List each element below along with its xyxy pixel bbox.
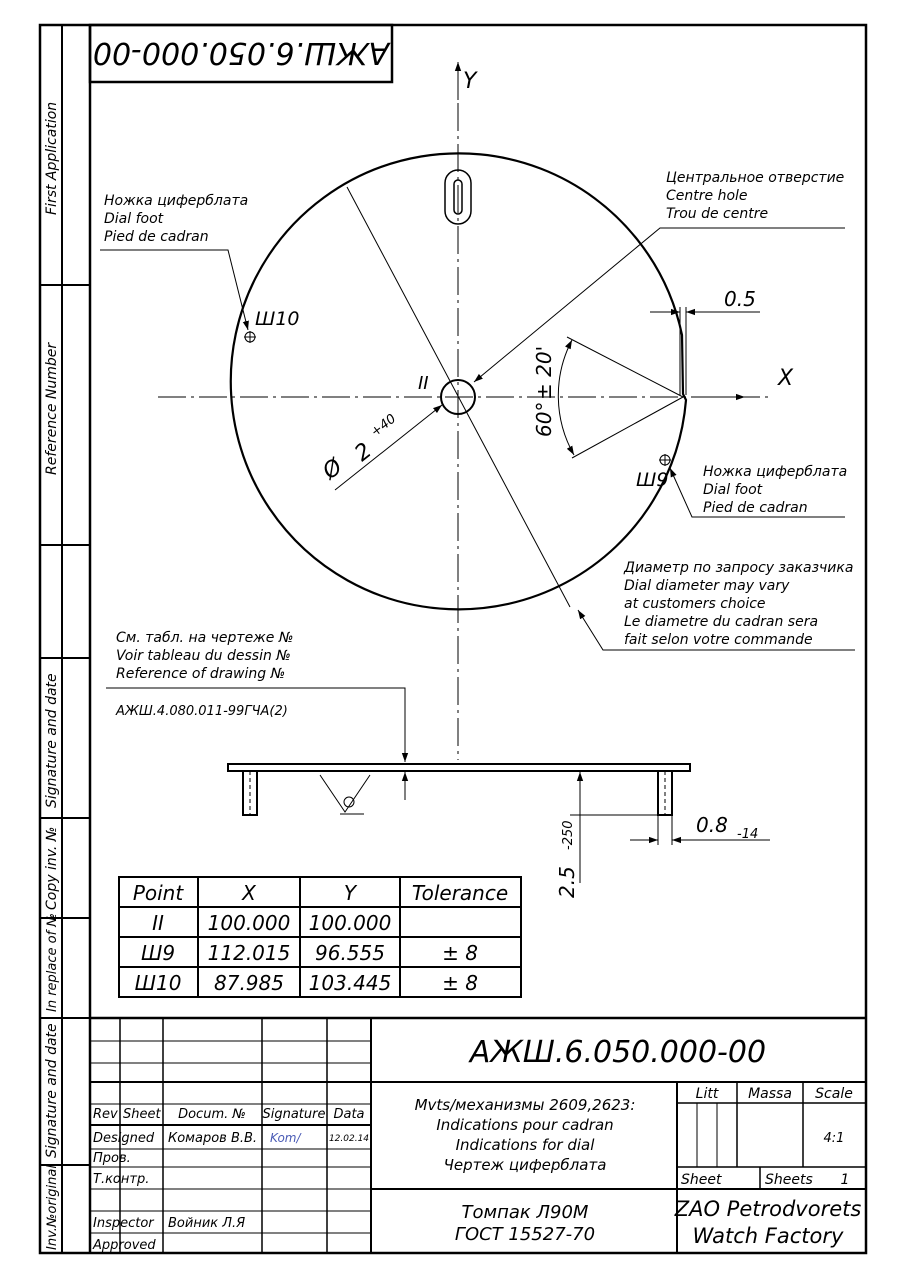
col-header-signature: Signature	[262, 1107, 326, 1122]
dial-foot-left-ru: Ножка циферблата	[104, 193, 249, 209]
mirrored-drawing-number: АЖШ.6.050.000-00	[92, 35, 390, 70]
margin-reference-number: Reference Number	[44, 342, 60, 475]
hole-diameter-symbol: Ø	[318, 454, 348, 485]
notch-width-value: 0.5	[724, 287, 756, 311]
dial-diameter-line-3: at customers choice	[624, 596, 766, 612]
centre-hole-ru: Центральное отверстие	[666, 170, 845, 186]
foot-w9-label: Ш9	[636, 469, 669, 491]
notch-width-dimension	[650, 287, 760, 395]
role-designed: Designed	[93, 1131, 155, 1146]
margin-signature-date-2: Signature and date	[44, 1023, 60, 1158]
dial-foot-w9	[636, 454, 671, 491]
hole-diameter-value: 2	[350, 438, 377, 467]
dial-foot-left-callout	[100, 193, 248, 330]
foot-diameter-tol: -14	[737, 827, 759, 842]
col-header-rev: Rev	[93, 1107, 118, 1122]
reference-table-ru: См. табл. на чертеже №	[116, 630, 294, 646]
margin-inv-original: Inv.№original	[45, 1165, 60, 1250]
company-line-1: ZAO Petrodvorets	[674, 1197, 862, 1221]
material-line-1: Томпак Л90М	[461, 1202, 589, 1223]
scale-label: Scale	[815, 1086, 853, 1102]
mirrored-number-box	[90, 25, 392, 82]
role-inspector: Inspector	[93, 1216, 154, 1231]
description-line-4: Чертеж циферблата	[443, 1156, 607, 1174]
dial-diameter-line-5: fait selon votre commande	[624, 632, 813, 648]
angle-main: 60°	[532, 401, 556, 437]
sheets-value: 1	[840, 1172, 850, 1188]
table-cell: 112.015	[207, 941, 291, 965]
dial-diameter-line-2: Dial diameter may vary	[624, 578, 790, 594]
description-line-1: Mvts/механизмы 2609,2623:	[414, 1096, 636, 1114]
table-cell: Ш10	[134, 971, 182, 995]
foot-diameter-value: 0.8	[696, 813, 728, 837]
table-header-point: Point	[132, 881, 184, 905]
table-cell: 96.555	[315, 941, 385, 965]
massa-label: Massa	[748, 1086, 792, 1102]
company-line-2: Watch Factory	[692, 1224, 844, 1248]
table-header-tolerance: Tolerance	[411, 881, 509, 905]
table-cell: 87.985	[214, 971, 284, 995]
margin-signature-date-1: Signature and date	[44, 673, 60, 808]
role-checked: Пров.	[93, 1151, 131, 1166]
role-approved: Approved	[93, 1238, 156, 1253]
material-line-2: ГОСТ 15527-70	[454, 1224, 596, 1245]
axis-y-label: Y	[463, 69, 477, 94]
dial-foot-left-fr: Pied de cadran	[104, 229, 209, 245]
margin-in-replace: In replace of №	[45, 913, 60, 1012]
table-header-y: Y	[343, 881, 357, 905]
designer-signature: Kom/	[270, 1131, 301, 1145]
designer-name: Комаров В.В.	[168, 1131, 258, 1146]
reference-drawing-number: АЖШ.4.080.011-99ГЧА(2)	[116, 704, 288, 719]
centre-hole-en: Centre hole	[666, 188, 748, 204]
foot-w10-label: Ш10	[255, 308, 300, 330]
centre-hole-callout	[474, 170, 845, 382]
role-tech-control: Т.контр.	[93, 1172, 150, 1187]
dial-foot-w10	[244, 308, 300, 343]
table-header-x: X	[242, 881, 256, 905]
dial-diameter-line-4: Le diametre du cadran sera	[624, 614, 819, 630]
table-cell: ± 8	[442, 971, 478, 995]
foot-height-tol: -250	[561, 820, 576, 850]
hole-diameter-tol: +40	[368, 411, 400, 441]
hole-diameter-dimension	[318, 405, 442, 490]
sheets-label: Sheets	[765, 1172, 813, 1188]
scale-value: 4:1	[823, 1131, 845, 1146]
foot-height-value: 2.5	[555, 866, 579, 898]
dial-foot-left-en: Dial foot	[104, 211, 164, 227]
centre-hole-fr: Trou de centre	[666, 206, 769, 222]
dial-foot-right-fr: Pied de cadran	[703, 500, 808, 516]
margin-copy-inv: Copy inv. №	[44, 826, 60, 910]
dial-diameter-callout	[578, 560, 855, 650]
foot-dimensions	[555, 772, 770, 898]
inspector-name: Войник Л.Я	[168, 1216, 246, 1231]
reference-drawing-note	[106, 630, 405, 762]
table-cell: 100.000	[207, 911, 291, 935]
side-margin	[40, 25, 90, 1253]
table-cell: II	[152, 911, 164, 935]
sheet-label: Sheet	[681, 1172, 722, 1188]
margin-first-application: First Application	[44, 101, 60, 215]
coordinates-table	[119, 877, 521, 997]
axis-x-label: X	[778, 366, 794, 391]
description-line-3: Indications for dial	[455, 1136, 595, 1154]
dial-foot-right-en: Dial foot	[703, 482, 763, 498]
table-cell: 100.000	[308, 911, 392, 935]
table-cell: Ш9	[140, 941, 176, 965]
description-line-2: Indications pour cadran	[436, 1116, 614, 1134]
title-drawing-number: АЖШ.6.050.000-00	[469, 1035, 767, 1070]
col-header-sheet: Sheet	[123, 1107, 161, 1122]
col-header-docum: Docum. №	[178, 1107, 246, 1122]
dial-diameter-line-1: Диаметр по запросу заказчика	[624, 560, 854, 576]
angle-tol: ± 20'	[532, 345, 556, 400]
dial-foot-right-ru: Ножка циферблата	[703, 464, 848, 480]
col-header-data: Data	[333, 1107, 365, 1122]
table-cell: 103.445	[308, 971, 392, 995]
table-cell: ± 8	[442, 941, 478, 965]
reference-table-fr: Voir tableau du dessin №	[116, 648, 291, 664]
dial-foot-right-callout	[670, 464, 847, 517]
designed-date: 12.02.14	[328, 1134, 370, 1144]
point-ii-label: II	[418, 373, 429, 394]
litt-label: Litt	[695, 1086, 719, 1102]
dial-side-view	[228, 764, 690, 815]
title-block	[90, 1018, 866, 1253]
reference-table-en: Reference of drawing №	[116, 666, 286, 682]
